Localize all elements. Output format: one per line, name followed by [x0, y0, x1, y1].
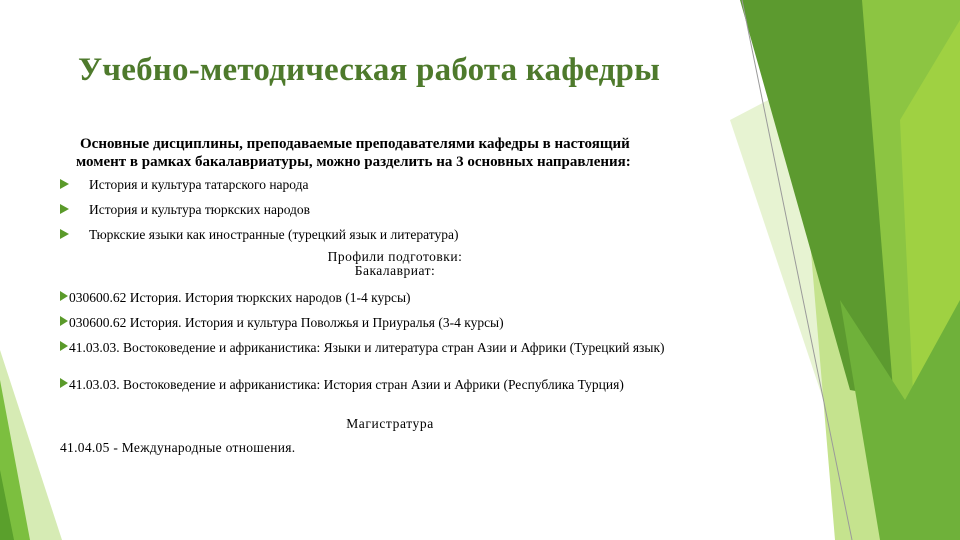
bullet-arrow-icon	[60, 378, 68, 388]
direction-text: История и культура тюркских народов	[89, 202, 311, 217]
program-item	[60, 290, 700, 306]
bullet-arrow-icon	[60, 229, 69, 239]
program-text: 030600.62 История. История тюркских народов (1-4 курсы)	[69, 290, 411, 305]
bullet-arrow-icon	[60, 204, 69, 214]
program-item	[60, 377, 700, 393]
program-item	[60, 315, 700, 331]
slide-title: Учебно-методическая работа кафедры	[78, 52, 661, 88]
direction-text: Тюркские языки как иностранные (турецкий язык и литература)	[89, 227, 459, 242]
bachelor-subtitle: Бакалавриат:	[354, 263, 436, 278]
profiles-title: Профили подготовки:	[327, 249, 463, 264]
profiles-heading	[290, 250, 500, 278]
program-text: 41.03.03. Востоковедение и африканистика: История стран Азии и Африки (Республика Турция)	[69, 377, 624, 392]
list-item	[60, 202, 680, 227]
magistracy-heading: Магистратура	[346, 416, 434, 431]
directions-list	[60, 177, 680, 252]
bullet-arrow-icon	[60, 291, 68, 301]
magistracy-program: 41.04.05 - Международные отношения.	[60, 440, 296, 455]
program-text: 41.03.03. Востоковедение и африканистика: Языки и литература стран Азии и Африки (Турецкий язык)	[69, 340, 665, 355]
program-item	[60, 340, 700, 356]
intro-line-1: Основные дисциплины, преподаваемые преподавателями кафедры в настоящий	[80, 136, 630, 152]
program-text: 030600.62 История. История и культура Поволжья и Приуралья (3-4 курсы)	[69, 315, 504, 330]
bullet-arrow-icon	[60, 179, 69, 189]
direction-text: История и культура татарского народа	[89, 177, 309, 192]
bullet-arrow-icon	[60, 316, 68, 326]
intro-line-2: момент в рамках бакалавриатуры, можно разделить на 3 основных направления:	[76, 154, 631, 170]
intro-text	[76, 135, 736, 171]
list-item	[60, 177, 680, 202]
bullet-arrow-icon	[60, 341, 68, 351]
